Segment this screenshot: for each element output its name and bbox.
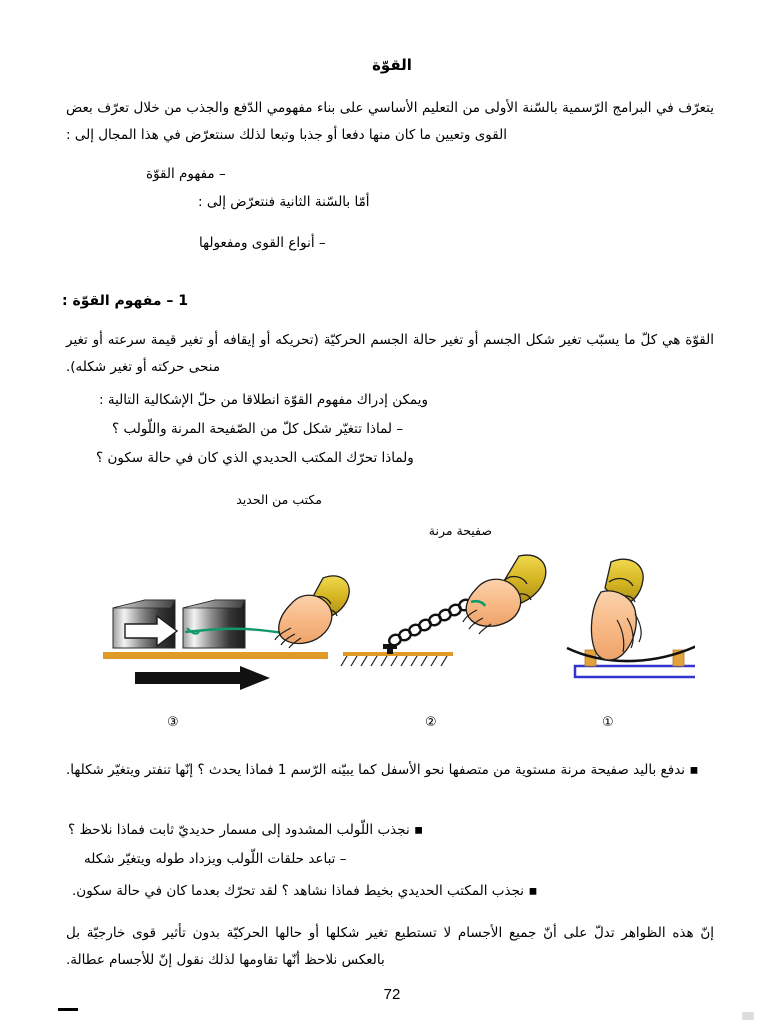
figure-label-elastic-plate: صفيحة مرنة (428, 523, 492, 538)
floor-line-left (103, 652, 328, 659)
desk-start (113, 600, 177, 648)
question-intro: ويمكن إدراك مفهوم القوّة انطلاقا من حلّ الإشكالية التالية : (99, 392, 429, 408)
figure-number-3: ③ (167, 715, 179, 730)
observation-bullet-2: ▪ نجذب اللّولب المشدود إلى مسمار حديديّ ثابت فماذا نلاحظ ؟ (68, 822, 424, 838)
ground-line-middle (343, 652, 453, 656)
scene-press-plate (567, 559, 695, 677)
intro-second-year-line: أمّا بالسّنة الثانية فنتعرّض إلى : (198, 194, 370, 210)
section-1-heading: 1 – مفهوم القوّة : (62, 293, 189, 309)
plate-base (575, 666, 695, 677)
force-definition-paragraph: القوّة هي كلّ ما يسبّب تغير شكل الجسم أو تغير حالة الجسم الحركيّة (تحريكه أو إيقافه أو تغير قيمة سرعته أو تغير منحى حركته أو تغير شكله). (66, 332, 714, 375)
figure-number-row (95, 714, 695, 736)
intro-bullet-types-of-forces: – أنواع القوى ومفعولها (199, 235, 326, 251)
hand-stretching (463, 555, 546, 634)
observation-bullet-2-sub: – تباعد حلقات اللّولب ويزداد طوله ويتغيّر شكله (84, 851, 347, 867)
hand-pulling (275, 576, 349, 648)
intro-paragraph: يتعرّف في البرامج الرّسمية بالسّنة الأولى من التعليم الأساسي على بناء مفهومي الدّفع والجذب من خلال تعرّف بعض القوى وتعيين ما كان منها دفعا أو جذبا وتبعا لذلك سنتعرّض في هذا المجال إلى : (66, 100, 714, 143)
scene-pull-desk (103, 576, 349, 690)
footer-dash-mark (58, 1008, 78, 1011)
intro-bullet-concept-of-force: – مفهوم القوّة (146, 166, 226, 182)
page-number: 72 (383, 986, 401, 1003)
spring (387, 598, 472, 647)
desk-moved (183, 600, 245, 648)
figure-number-2: ② (425, 715, 437, 730)
motion-arrow-icon (135, 666, 270, 690)
figure-label-iron-desk: مكتب من الحديد (236, 492, 322, 507)
page-title: القوّة (372, 56, 412, 74)
conclusion-paragraph: إنّ هذه الظواهر تدلّ على أنّ جميع الأجسام لا تستطيع تغير شكلها أو حالها الحركيّة بدون تأثير قوى خارجيّة بل بالعكس نلاحظ أنّها تقاومها لذلك نقول إنّ للأجسام عطالة. (66, 925, 714, 968)
question-2: ولماذا تحرّك المكتب الحديدي الذي كان في حالة سكون ؟ (96, 450, 414, 466)
force-illustration (95, 548, 695, 708)
question-1: – لماذا تتغيّر شكل كلّ من الصّفيحة المرنة واللّولب ؟ (112, 421, 404, 437)
scene-stretch-spring (341, 555, 546, 666)
observation-bullet-1: ▪ ندفع باليد صفيحة مرنة مستوية من متصفها نحو الأسفل كما يبيّنه الرّسم 1 فماذا يحدث ؟ إنّها تنفتر ويتغيّر شكلها. (66, 762, 699, 778)
footer-right-mark (742, 1012, 754, 1020)
ground-hatching (341, 656, 447, 666)
observation-bullet-3: ▪ نجذب المكتب الحديدي بخيط فماذا نشاهد ؟ لقد تحرّك بعدما كان في حالة سكون. (72, 883, 538, 899)
figure-number-1: ① (602, 715, 614, 730)
hand-pressing (591, 559, 643, 660)
